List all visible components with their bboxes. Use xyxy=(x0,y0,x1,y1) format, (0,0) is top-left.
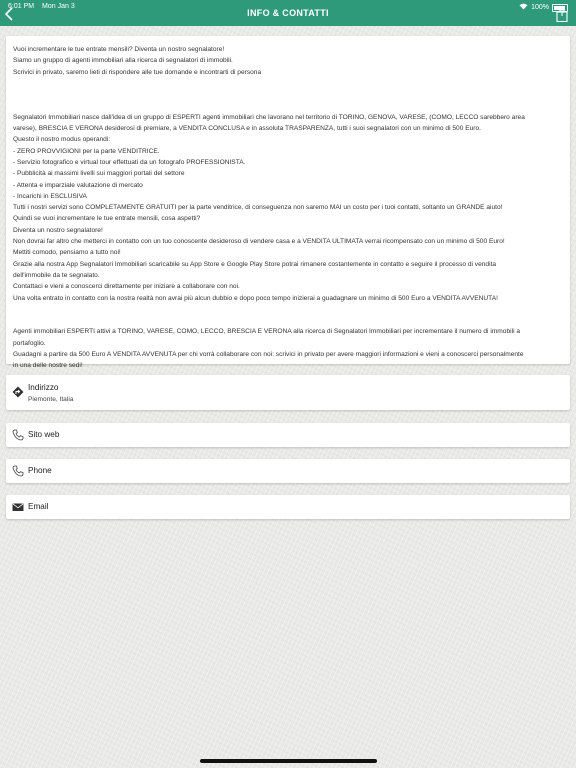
directions-icon xyxy=(12,386,24,398)
address-value: Piemonte, Italia xyxy=(28,396,74,403)
email-title: Email xyxy=(28,502,49,511)
share-icon xyxy=(556,8,568,22)
phone-title: Phone xyxy=(28,466,52,475)
description-text: Vuoi incrementare le tue entrate mensili? Diventa un nostro segnalatore! Siamo un gruppo di agenti immobiliari alla ricerca di segnalatori di immobili. Scrivici in privato, saremo lieti di rispondere alle tue domande e incontrarti di persona Segnalatori Immobiliari nasce dall'idea di un gruppo di ESPERTI agenti immobiliari che lavorano nel territorio di TORINO, GENOVA, VARESE, (COMO, LECCO sarebbero area varese), BRESCIA E VERONA desiderosi di premiare, a VENDITA CONCLUSA e in assoluta TRASPARENZA, tutti i suoi segnalatori con un minimo di 500 Euro. Questo il nostro modus operandi: - ZERO PROVVIGIONI per la parte VENDITRICE. - Servizio fotografico e virtual tour effettuati da un fotografo PROFESSIONISTA. - Pubblicità ai massimi livelli sui maggiori portali del settore - Attenta e imparziale valutazione di mercato - Incarichi in ESCLUSIVA Tutti i nostri servizi sono COMPLETAMENTE GRATUITI per la parte venditrice, di conseguenza non saremo MAI un costo per i tuoi contatti, soltanto un GRANDE aiuto! Quindi se vuoi incrementare le tue entrate mensili, cosa aspetti? Diventa un nostro segnalatore! Non dovrai far altro che metterci in contatto con un tuo conoscente desideroso di vendere casa e a VENDITA ULTIMATA verrai ricompensato con un minimo di 500 Euro! Mettiti comodo, pensiamo a tutto noi! Grazie alla nostra App Segnalatori Immobiliari scaricabile su App Store e Google Play Store potrai rimanere costantemente in contatto e seguire il processo di vendita dell'immobile da te segnalato. Contattaci e vieni a conoscerci direttamente per iniziare a collaborare con noi. Una volta entrato in contatto con la nostra realtà non avrai più alcun dubbio e dopo poco tempo inizierai a guadagnare un minimo di 500 Euro a VENDITA AVVENUTA! Agenti immobiliari ESPERTI attivi a TORINO, VARESE, COMO, LECCO, BRESCIA E VERONA alla ricerca di Segnalatori Immobiliari per incrementare il numero di immobili a portafoglio. Guadagni a partire da 500 Euro A VENDITA AVVENUTA per chi vorrà collaborare con noi: scrivici in privato per avere maggiori informazioni e vieni a conoscerci personalmente in una delle nostre sedi! xyxy=(13,46,525,370)
battery-percent: 100% xyxy=(531,4,549,11)
phone-icon xyxy=(12,465,24,477)
description-card xyxy=(6,36,570,370)
phone-row[interactable] xyxy=(6,459,570,483)
phone-icon xyxy=(12,429,24,441)
address-title: Indirizzo xyxy=(28,383,59,392)
status-date: Mon Jan 3 xyxy=(42,3,75,10)
share-button[interactable] xyxy=(556,8,568,22)
page-title: INFO & CONTATTI xyxy=(247,8,329,18)
home-indicator[interactable] xyxy=(200,759,377,763)
status-time: 6:01 PM xyxy=(8,3,35,10)
website-title: Sito web xyxy=(28,430,60,439)
email-row[interactable] xyxy=(6,495,570,519)
website-row[interactable] xyxy=(6,423,570,447)
top-bar xyxy=(0,0,576,26)
envelope-icon xyxy=(12,501,24,513)
address-row[interactable] xyxy=(6,375,570,410)
